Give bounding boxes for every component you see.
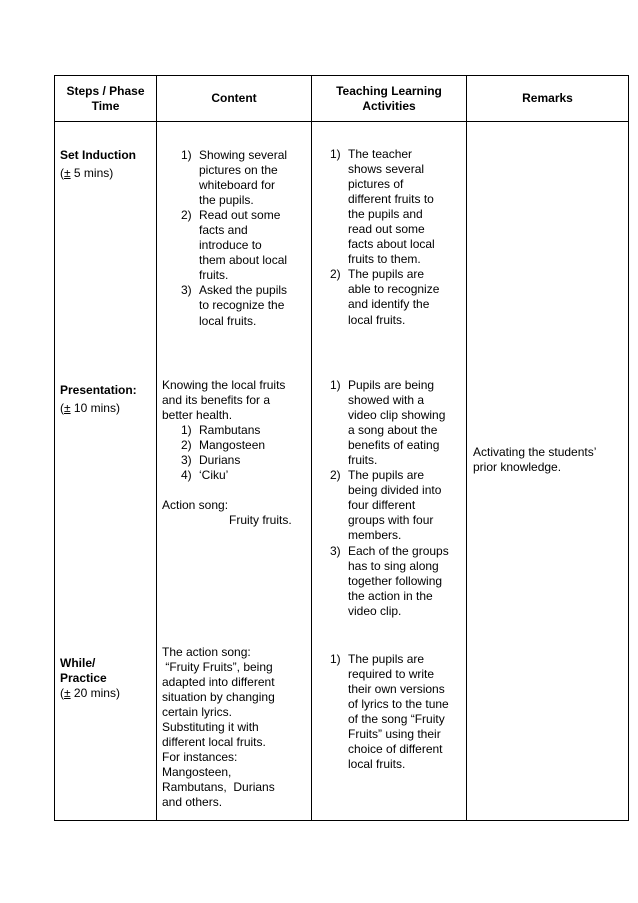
fruit-list-item: 1) Rambutans	[181, 422, 261, 437]
phase-title: Set Induction	[60, 147, 136, 162]
phase-time: (± 5 mins)	[60, 165, 114, 180]
steps-column	[55, 128, 157, 821]
remarks-column	[467, 128, 629, 821]
action-song-label: Action song:	[162, 498, 229, 513]
presentation-remarks: Activating the students’ prior knowledge.	[473, 444, 597, 474]
header-steps-line2: Time	[91, 98, 120, 113]
phase-title: Presentation:	[60, 382, 137, 397]
presentation-activities	[330, 378, 449, 620]
phase-presentation	[60, 383, 137, 416]
header-activities-line2: Activities	[362, 98, 416, 113]
activities-column	[312, 128, 467, 821]
fruit-list-item: 2) Mangosteen	[181, 437, 266, 452]
header-remarks	[467, 76, 629, 122]
header-content	[157, 76, 312, 122]
content-column	[157, 128, 312, 821]
list-item: 1) The pupils are required to write their own versions of lyrics to the tune of the song “Fruity Fruits” using their choice of different local fruits.	[330, 651, 449, 772]
phase-title-line2: Practice	[60, 670, 107, 685]
list-item: 1) Showing several pictures on the whiteboard for the pupils.	[181, 147, 288, 207]
presentation-content: Knowing the local fruits and its benefits for a better health. 1) Rambutans 2) Mangosteen 3) Durians 4) ‘Ciku’ Action song: Fruity fruits.	[162, 377, 292, 528]
fruit-list-item: 3) Durians	[181, 452, 241, 467]
header-content-label: Content	[211, 91, 257, 105]
lesson-plan-table	[54, 75, 629, 821]
list-item: 2) Read out some facts and introduce to them about local fruits.	[181, 207, 288, 283]
phase-time: (± 10 mins)	[60, 400, 120, 415]
fruit-list-item: 4) ‘Ciku’	[181, 468, 229, 483]
header-row	[55, 76, 629, 122]
phase-while-practice	[60, 656, 120, 701]
header-teaching-learning-activities	[312, 76, 467, 122]
set-induction-activities	[330, 147, 439, 328]
phase-title-line1: While/	[60, 655, 96, 670]
set-induction-content	[181, 148, 287, 329]
body-row	[55, 128, 629, 821]
list-item: 1) The teacher shows several pictures of different fruits to the pupils and read out some facts about local fruits to them.	[330, 146, 435, 267]
phase-set-induction	[60, 148, 136, 181]
header-activities-line1: Teaching Learning	[336, 83, 442, 98]
list-item: 3) Each of the groups has to sing along together following the action in the video clip.	[330, 543, 449, 618]
header-steps-line1: Steps / Phase	[66, 83, 145, 98]
while-practice-content: The action song: “Fruity Fruits”, being adapted into different situation by changing certain lyrics. Substituting it with different local fruits. For instances: Mangosteen, Rambutans, Durians and others.	[162, 644, 275, 810]
while-practice-activities	[330, 652, 449, 773]
list-item: 2) The pupils are able to recognize and identify the local fruits.	[330, 267, 440, 327]
list-item: 1) Pupils are being showed with a video clip showing a song about the benefits of eating fruits.	[330, 377, 446, 467]
action-song-name: Fruity fruits.	[229, 513, 292, 528]
phase-time: (± 20 mins)	[60, 685, 120, 700]
list-item: 3) Asked the pupils to recognize the local fruits.	[181, 283, 288, 328]
header-steps-phase-time	[55, 76, 157, 122]
header-remarks-label: Remarks	[522, 91, 573, 105]
list-item: 2) The pupils are being divided into four different groups with four members.	[330, 468, 442, 543]
